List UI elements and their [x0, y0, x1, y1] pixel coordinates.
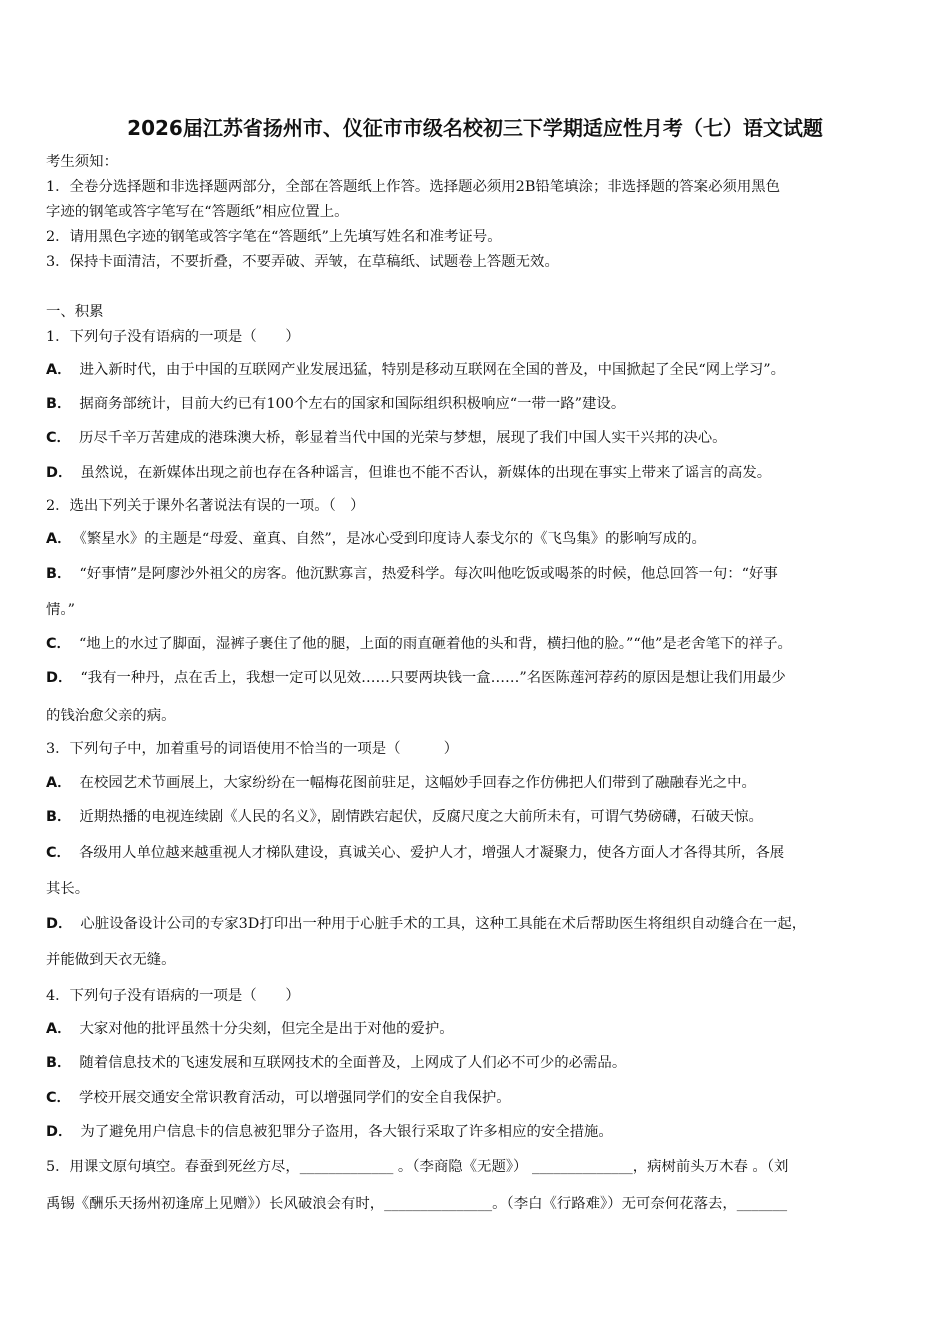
- question-1-stem: 1．下列句子没有语病的一项是（ ）: [46, 329, 300, 345]
- question-4-option-d[interactable]: D． 为了避免用户信息卡的信息被犯罪分子盗用，各大银行采取了许多相应的安全措施。: [46, 1124, 613, 1140]
- question-2-option-d[interactable]: D． “我有一种丹，点在舌上，我想一定可以见效……只要两块钱一盒……”名医陈莲河荐药的原因是想让我们用最少: [46, 670, 786, 686]
- question-5-line-1[interactable]: 5．用课文原句填空。春蚕到死丝方尽，_____________ 。（李商隐《无题》） ______________，病树前头万木春 。（刘: [46, 1159, 789, 1175]
- section-heading: 一、积累: [46, 304, 104, 320]
- question-2-option-a[interactable]: A． 《繁星水》的主题是“母爱、童真、自然”，是冰心受到印度诗人泰戈尔的《飞鸟集》的影响写成的。: [46, 531, 706, 547]
- question-2-stem: 2．选出下列关于课外名著说法有误的一项。（ ）: [46, 498, 365, 514]
- question-1-option-a[interactable]: A． 进入新时代，由于中国的互联网产业发展迅猛，特别是移动互联网在全国的普及，中国掀起了全民“网上学习”。: [46, 362, 785, 378]
- question-3-option-d[interactable]: D． 心脏设备设计公司的专家3D打印出一种用于心脏手术的工具，这种工具能在术后帮助医生将组织自动缝合在一起，: [46, 916, 807, 932]
- question-2-option-c[interactable]: C． “地上的水过了脚面，湿裤子裹住了他的腿，上面的雨直砸着他的头和背，横扫他的脸。”“他”是老舍笔下的祥子。: [46, 636, 792, 652]
- notice-line-3: 2．请用黑色字迹的钢笔或答字笔在“答题纸”上先填写姓名和准考证号。: [46, 229, 502, 245]
- question-3-option-b[interactable]: B． 近期热播的电视连续剧《人民的名义》，剧情跌宕起伏，反腐尺度之大前所未有，可谓气势磅礴，石破天惊。: [46, 809, 763, 825]
- page-title: 2026届江苏省扬州市、仪征市市级名校初三下学期适应性月考（七）语文试题: [127, 116, 823, 140]
- notice-line-1: 1．全卷分选择题和非选择题两部分，全部在答题纸上作答。选择题必须用2B铅笔填涂；非选择题的答案必须用黑色: [46, 179, 781, 195]
- question-3-option-a[interactable]: A． 在校园艺术节画展上，大家纷纷在一幅梅花图前驻足，这幅妙手回春之作仿佛把人们带到了融融春光之中。: [46, 775, 756, 791]
- question-4-stem: 4．下列句子没有语病的一项是（ ）: [46, 988, 300, 1004]
- question-3-option-c[interactable]: C． 各级用人单位越来越重视人才梯队建设，真诚关心、爱护人才，增强人才凝聚力，使各方面人才各得其所，各展: [46, 845, 785, 861]
- question-2-option-b[interactable]: B． “好事情”是阿廖沙外祖父的房客。他沉默寡言，热爱科学。每次叫他吃饭或喝茶的时候，他总回答一句：“好事: [46, 566, 778, 582]
- notice-line-4: 3．保持卡面清洁，不要折叠，不要弄破、弄皱，在草稿纸、试题卷上答题无效。: [46, 254, 559, 270]
- question-1-option-c[interactable]: C． 历尽千辛万苦建成的港珠澳大桥，彰显着当代中国的光荣与梦想，展现了我们中国人实干兴邦的决心。: [46, 430, 727, 446]
- question-1-option-b[interactable]: B． 据商务部统计，目前大约已有100个左右的国家和国际组织积极响应“一带一路”建设。: [46, 396, 626, 412]
- question-2-option-d-cont: 的钱治愈父亲的病。: [46, 708, 176, 724]
- question-3-option-c-cont: 其长。: [46, 881, 90, 897]
- question-1-option-d[interactable]: D． 虽然说，在新媒体出现之前也存在各种谣言，但谁也不能不否认，新媒体的出现在事实上带来了谣言的高发。: [46, 465, 772, 481]
- question-5-line-2[interactable]: 禹锡《酬乐天扬州初逢席上见赠》）长风破浪会有时，_______________。（李白《行路难》）无可奈何花落去，_______: [46, 1196, 788, 1212]
- question-4-option-a[interactable]: A． 大家对他的批评虽然十分尖刻，但完全是出于对他的爱护。: [46, 1021, 454, 1037]
- question-3-option-d-cont: 并能做到天衣无缝。: [46, 952, 176, 968]
- question-3-stem: 3．下列句子中，加着重号的词语使用不恰当的一项是（ ）: [46, 741, 459, 757]
- question-2-option-b-cont: 情。”: [46, 602, 75, 618]
- notice-heading: 考生须知：: [46, 154, 118, 170]
- question-4-option-c[interactable]: C． 学校开展交通安全常识教育活动，可以增强同学们的安全自我保护。: [46, 1090, 511, 1106]
- question-4-option-b[interactable]: B． 随着信息技术的飞速发展和互联网技术的全面普及，上网成了人们必不可少的必需品。: [46, 1055, 627, 1071]
- notice-line-2: 字迹的钢笔或答字笔写在“答题纸”相应位置上。: [46, 204, 349, 220]
